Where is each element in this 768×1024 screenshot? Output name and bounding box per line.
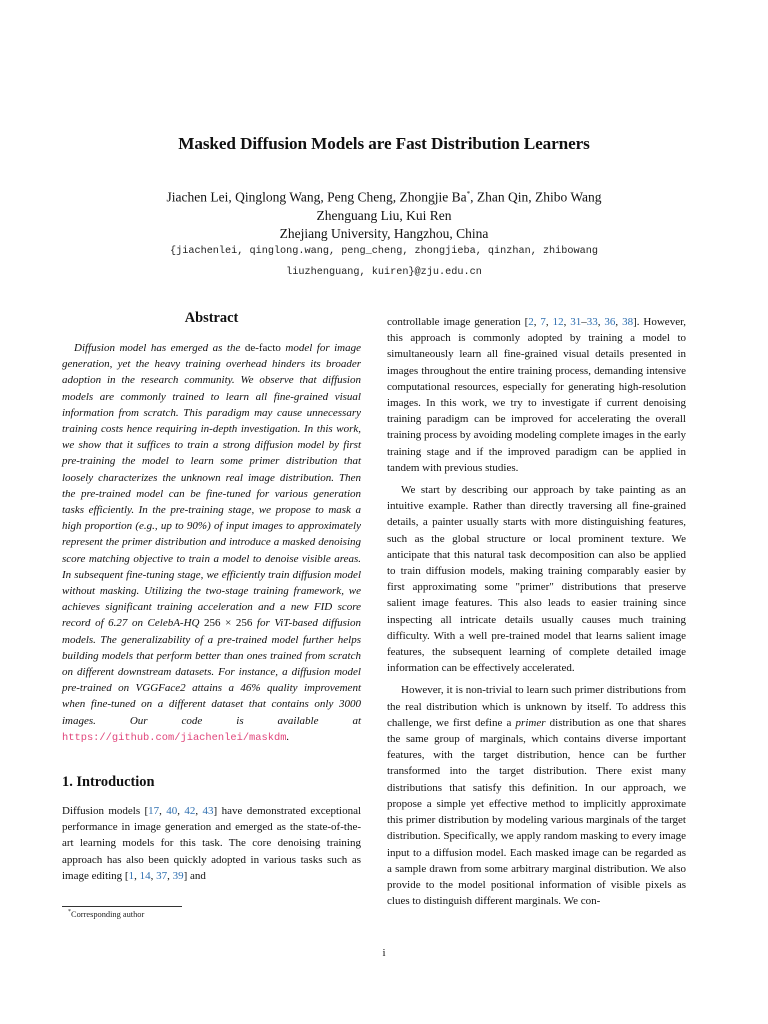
authors-line-1	[0, 185, 768, 207]
abstract-text	[62, 340, 361, 746]
author-block	[0, 185, 768, 243]
page-number: i	[382, 947, 386, 959]
citation-link[interactable]: 33	[586, 316, 598, 328]
citation-link[interactable]: 40	[166, 805, 178, 818]
citation-link[interactable]: 37	[156, 869, 168, 882]
citation-link[interactable]: 39	[172, 869, 184, 882]
abstract-end: .	[286, 730, 290, 743]
abstract-part-3: for ViT-based diffusion models. The generalizability of a pre-trained model further helps building models that perform better than ones trained from scratch on different downstream datasets. For instance, a diffusion model pre-trained on VGGFace2 attains a 46% quality improvement when fine-tuned on a different dataset that contains only 3000 images. Our code is available at	[62, 617, 361, 727]
authors-line-1-b: , Zhan Qin, Zhibo Wang	[470, 189, 602, 205]
emphasis-primer: primer	[515, 716, 546, 729]
right-paragraph-3	[387, 682, 686, 909]
intro-text-3: ] and	[183, 869, 206, 882]
citation-link[interactable]: 1	[128, 869, 135, 882]
abstract-part-2: model for image generation, yet the heavy training overhead hinders its broader adoption in the research community. We observe that diffusion models are commonly trained to learn all fine-grained visual information from scratch. This paradigm may cause unnecessary training costs hence requiring in-depth investigation. In this work, we show that it suffices to train a strong diffusion model by first pre-training the model to learn some primer distribution that loosely characterizes the unknown real image distribution. Then the pre-trained model can be fine-tuned for various generation tasks efficiently. In the pre-training stage, we propose to mask a high proportion (e.g., up to 90%) of input images to approximately represent the primer distribution and introduce a masked denoising score matching objective to train a model to denoise visible areas. In subsequent fine-tuning stage, we efficiently train diffusion model without masking. Utilizing the two-stage training framework, we achieves significant training acceleration and a new FID score record of 6.27 on CelebA-HQ	[62, 342, 361, 630]
right-text-1: controllable image generation [	[387, 316, 529, 328]
emails-line-2: liuzhenguang, kuiren}@zju.edu.cn	[286, 267, 482, 278]
emails-line-1: {jiachenlei, qinglong.wang, peng_cheng, zhongjieba, qinzhan, zhibowang	[170, 246, 598, 257]
authors-line-1-a: Jiachen Lei, Qinglong Wang, Peng Cheng, Zhongjie Ba	[166, 189, 467, 205]
citation-link[interactable]: 2	[528, 316, 534, 328]
citation-link[interactable]: 31	[570, 316, 582, 328]
abstract-upright-term: de-facto	[244, 342, 281, 354]
paper-title: Masked Diffusion Models are Fast Distribution Learners	[178, 134, 590, 153]
intro-paragraph: Diffusion models [17, 40, 42, 43] have demonstrated exceptional performance in image generation and emerged as the state-of-the-art learning models for this task. The core denoising training approach has also been quickly adopted in various tasks such as image editing [1, 14, 37, 39] and	[62, 805, 362, 882]
abstract-heading: Abstract	[184, 310, 239, 326]
section-heading-introduction: 1. Introduction	[62, 774, 155, 791]
right-text-2: ]. However, this approach is commonly adopted by training a model to simultaneously learn all fine-grained visual details presented in images throughout the entire training process, demanding intensive computational resources, especially for generating high-resolution images. In this work, we try to investigate if current denoising training paradigm can be improved for accelerating the overall training process by avoiding modeling complete images in the early training stage and if the improved paradigm can be applied in tandem with previous studies.	[387, 316, 687, 474]
right-column	[387, 314, 686, 909]
citation-link[interactable]: 38	[622, 316, 634, 328]
right-text-3a: However, it is non-trivial to learn such primer distributions from the real distribution which is unknown by itself. To address this challenge, we first define a	[387, 684, 686, 729]
footnote-mark: *	[68, 909, 71, 915]
citation-link[interactable]: 7	[540, 316, 546, 328]
citation-link[interactable]: 43	[202, 805, 214, 818]
abstract-part-1: Diffusion model has emerged as the	[74, 342, 245, 354]
footnote-text: Corresponding author	[71, 909, 145, 919]
intro-text-1: Diffusion models [	[62, 805, 149, 818]
citation-link[interactable]: 42	[184, 805, 196, 818]
citation-link[interactable]: 12	[552, 316, 564, 328]
intro-text-2: ] have demonstrated exceptional performance in image generation and emerged as the state-of-the-art learning models for this task. The core denoising training approach has also been quickly adopted in various tasks such as image editing [	[62, 805, 362, 882]
affiliation: Zhejiang University, Hangzhou, China	[279, 225, 489, 241]
left-column	[62, 310, 361, 884]
citation-link[interactable]: 36	[604, 316, 616, 328]
right-paragraph-1: controllable image generation [2, 7, 12, 31–33, 36, 38]. However, this approach is commonly adopted by training a model to simultaneously learn all fine-grained visual details presented in images throughout the entire training process, demanding intensive computational resources, especially for generating high-resolution images. In this work, we try to investigate if current denoising training paradigm can be improved for accelerating the overall training process by avoiding modeling complete images in the early training stage and if the improved paradigm can be applied in tandem with previous studies.	[387, 316, 687, 474]
author-emails	[0, 241, 768, 283]
abstract-math: 256 × 256	[204, 617, 253, 630]
right-paragraph-2: We start by describing our approach by take painting as an intuitive example. Rather than directly traversing all fine-grained details, a painter usually starts with more distinguishing features, such as the global structure or local prominent texture. We anticipate that this natural task decomposition can also be applied to train diffusion models, making training comparably easier by first approximating some "primer" distributions that preserve salient image features. This also leads to easier training since inspecting all intricate details usually causes much training difficulty. With a well pre-trained model that learns salient image features, the subsequent learning of complete detailed image information can be effectively accelerated.	[387, 484, 686, 675]
corresponding-author-mark: *	[466, 190, 471, 198]
citation-link[interactable]: 14	[139, 869, 151, 882]
footnote-divider	[62, 906, 182, 907]
citation-link[interactable]: 17	[148, 805, 160, 818]
footnote	[68, 909, 144, 919]
right-text-3b: distribution as one that shares the same group of marginals, which contains diverse important features, with the target distribution, hence can be further transformed into the target distribution. There exist many distributions that satisfy this definition. In our approach, we propose a simple yet effective method to implicitly approximate this primer distribution by modeling various marginals of the target distribution. Specifically, we apply random masking to every image input to a diffusion model. Each masked image can be regarded as a sample drawn from some arbitrary marginal distribution. We also provide to the model positional information of visible pixels as clues to distinguish different marginals. We con-	[387, 716, 686, 908]
authors-line-2: Zhenguang Liu, Kui Ren	[316, 207, 452, 223]
code-link[interactable]: https://github.com/jiachenlei/maskdm	[62, 731, 287, 744]
